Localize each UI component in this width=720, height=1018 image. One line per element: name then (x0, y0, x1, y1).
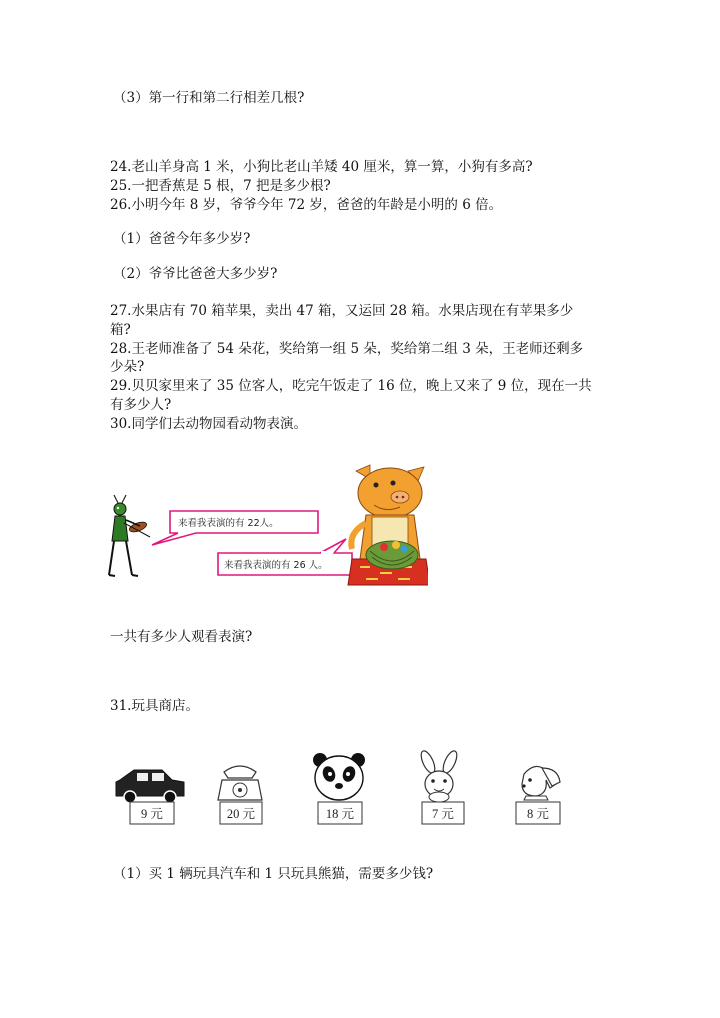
speech-bubble-1-text: 来看我表演的有 22人。 (178, 518, 279, 529)
question-29-line-2: 有多少人? (110, 397, 172, 413)
car-icon (116, 770, 184, 803)
performance-illustration (108, 463, 428, 593)
question-30: 30.同学们去动物园看动物表演。 (110, 416, 307, 432)
rabbit-icon (418, 750, 459, 802)
question-25: 25.一把香蕉是 5 根，7 把是多少根? (110, 178, 331, 194)
question-28-line-2: 少朵? (110, 359, 145, 375)
dog-price: 8 元 (527, 807, 549, 821)
toy-car-item (116, 770, 184, 824)
question-24: 24.老山羊身高 1 米，小狗比老山羊矮 40 厘米，算一算，小狗有多高? (110, 159, 533, 175)
question-27-line-2: 箱? (110, 322, 131, 338)
question-26: 26.小明今年 8 岁，爷爷今年 72 岁，爸爸的年龄是小明的 6 倍。 (110, 197, 503, 213)
speech-bubble-1 (152, 511, 318, 545)
panda-icon (313, 753, 365, 800)
telephone-icon (218, 766, 262, 800)
question-29-line-1: 29.贝贝家里来了 35 位客人，吃完午饭走了 16 位，晚上又来了 9 位，现在一共 (110, 378, 592, 394)
question-31: 31.玩具商店。 (110, 698, 199, 714)
toy-panda-item (313, 753, 365, 824)
telephone-price: 20 元 (226, 807, 256, 821)
toy-dog-item (516, 766, 560, 824)
cricket-violinist-icon (109, 495, 150, 576)
toy-shop-row (112, 750, 572, 830)
question-30-ask: 一共有多少人观看表演? (110, 629, 253, 645)
speech-bubble-2-text: 来看我表演的有 26 人。 (224, 560, 328, 571)
dog-icon (522, 766, 560, 800)
speech-bubble-2 (218, 539, 352, 575)
question-28-line-1: 28.王老师准备了 54 朵花，奖给第一组 5 朵，奖给第二组 3 朵，王老师还剩多 (110, 341, 584, 357)
toy-rabbit-item (418, 750, 464, 824)
rabbit-price: 7 元 (432, 807, 454, 821)
question-26-part-2: （2）爷爷比爸爸大多少岁? (113, 266, 278, 282)
panda-price: 18 元 (325, 807, 355, 821)
pig-with-basket-icon (348, 465, 428, 585)
car-price: 9 元 (141, 807, 163, 821)
question-27-line-1: 27.水果店有 70 箱苹果，卖出 47 箱，又运回 28 箱。水果店现在有苹果多少 (110, 303, 574, 319)
question-31-part-1: （1）买 1 辆玩具汽车和 1 只玩具熊猫，需要多少钱? (113, 866, 434, 882)
toy-telephone-item (218, 766, 262, 824)
question-26-part-1: （1）爸爸今年多少岁? (113, 231, 251, 247)
question-23-part-3: （3）第一行和第二行相差几根? (113, 90, 305, 106)
